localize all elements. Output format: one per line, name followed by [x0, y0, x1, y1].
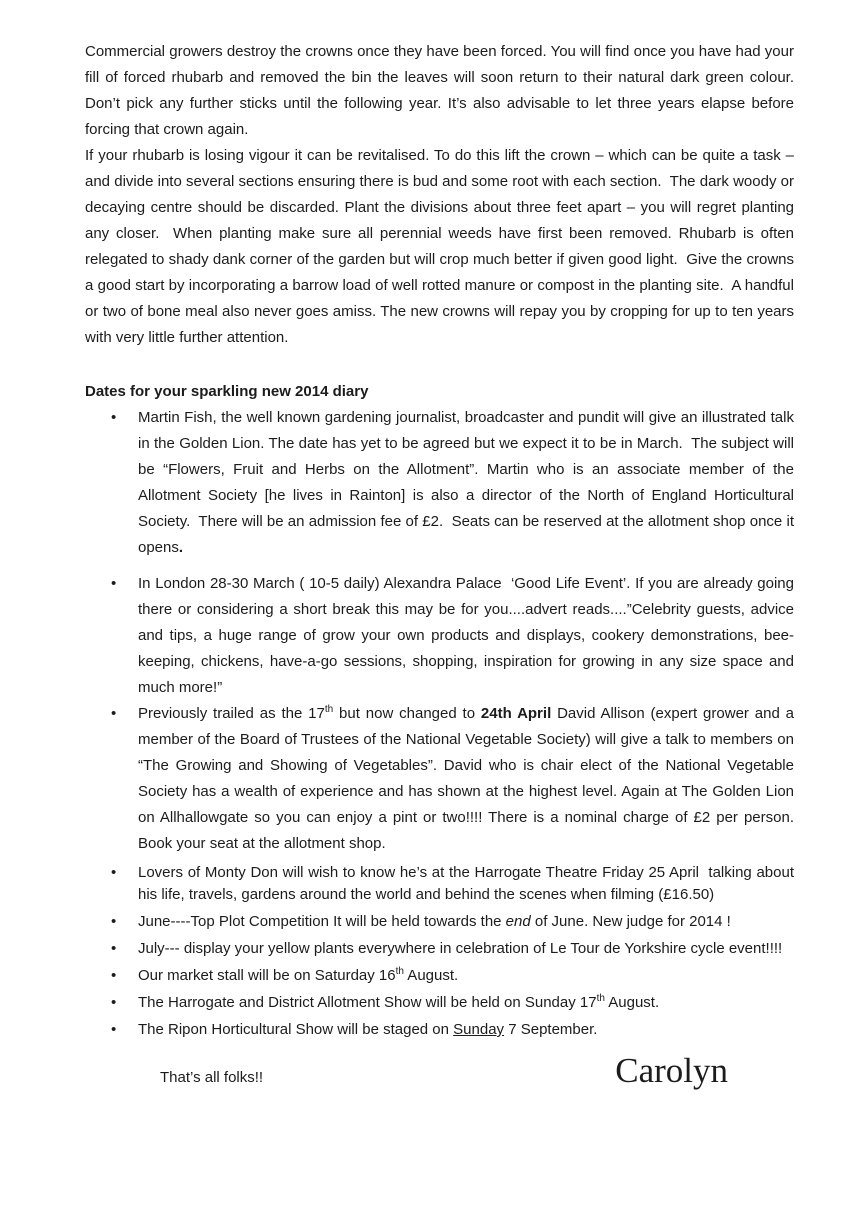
list-item	[85, 571, 799, 701]
bullet-icon: •	[111, 994, 117, 1011]
footer	[85, 1051, 794, 1091]
list-item-text: In London 28-30 March ( 10-5 daily) Alexandra Palace ‘Good Life Event’. If you are already going there or considering a short break this may be for you....advert reads....”Celebrity guests, advice and tips, a huge range of grow your own products and displays, cookery demonstrations, bee-keeping, chickens, have-a-go sessions, shopping, inspiration for growing in any size space and much more!”	[138, 575, 799, 696]
bullet-icon: •	[111, 913, 117, 930]
closing-text: That’s all folks!!	[160, 1069, 264, 1086]
list-item	[85, 1019, 794, 1041]
list-item	[85, 938, 794, 960]
list-item-text: Our market stall will be on Saturday 16th August.	[138, 966, 459, 984]
bullet-icon: •	[111, 705, 117, 722]
list-item-text: The Harrogate and District Allotment Show will be held on Sunday 17th August.	[138, 993, 660, 1011]
bullet-icon: •	[111, 575, 117, 592]
list-item	[85, 862, 799, 906]
list-item-text: The Ripon Horticultural Show will be staged on Sunday 7 September.	[138, 1021, 598, 1038]
list-item	[85, 701, 807, 857]
signature: Carolyn	[615, 1051, 728, 1090]
paragraph-rhubarb-forcing: Commercial growers destroy the crowns once they have been forced. You will find once you have had your fill of forced rhubarb and removed the bin the leaves will soon return to their natural dark green colour. Don’t pick any further sticks until the following year. It’s also advisable to let three years elapse before forcing that crown again.	[85, 43, 803, 138]
diary-heading: Dates for your sparkling new 2014 diary	[85, 383, 369, 400]
list-item-text: June----Top Plot Competition It will be held towards the end of June. New judge for 2014 !	[138, 913, 731, 930]
events-list	[85, 405, 807, 1041]
bullet-icon: •	[111, 967, 117, 984]
list-item-text: July--- display your yellow plants everywhere in celebration of Le Tour de Yorkshire cycle event!!!!	[138, 940, 783, 957]
list-item	[85, 992, 794, 1014]
list-item	[85, 911, 794, 933]
paragraph-rhubarb-revitalise: If your rhubarb is losing vigour it can be revitalised. To do this lift the crown – which can be quite a task – and divide into several sections ensuring there is bud and some root with each section. The dark woody or decaying centre should be discarded. Plant the divisions about three feet apart – you will regret planting any closer. When planting make sure all perennial weeds have first been removed. Rhubarb is often relegated to shady dank corner of the garden but will crop much better if given good light. Give the crowns a good start by incorporating a barrow load of well rotted manure or compost in the planting site. A handful or two of bone meal also never goes amiss. The new crowns will repay you by cropping for up to ten years with very little further attention.	[85, 147, 799, 346]
list-item	[85, 965, 794, 987]
bullet-icon: •	[111, 1021, 117, 1038]
list-item-text: Previously trailed as the 17th but now changed to 24th April David Allison (expert grower and a member of the Board of Trustees of the National Vegetable Society) will give a talk to members on “The Growing and Showing of Vegetables”. David who is chair elect of the National Vegetable Society has a wealth of experience and has shown at the highest level. Again at The Golden Lion on Allhallowgate so you can enjoy a pint or two!!!! There is a nominal charge of £2 per person. Book your seat at the allotment shop.	[138, 704, 807, 852]
bullet-icon: •	[111, 864, 117, 881]
list-item	[85, 405, 799, 561]
list-item-text: Lovers of Monty Don will wish to know he’s at the Harrogate Theatre Friday 25 April talking about his life, travels, gardens around the world and behind the scenes when filming (£16.50)	[138, 864, 799, 903]
bullet-icon: •	[111, 409, 117, 426]
list-item-text: Martin Fish, the well known gardening journalist, broadcaster and pundit will give an illustrated talk in the Golden Lion. The date has yet to be agreed but we expect it to be in March. The subject will be “Flowers, Fruit and Herbs on the Allotment”. Martin who is an associate member of the Allotment Society [he lives in Rainton] is also a director of the North of England Horticultural Society. There will be an admission fee of £2. Seats can be reserved at the allotment shop once it opens.	[138, 409, 799, 556]
bullet-icon: •	[111, 940, 117, 957]
